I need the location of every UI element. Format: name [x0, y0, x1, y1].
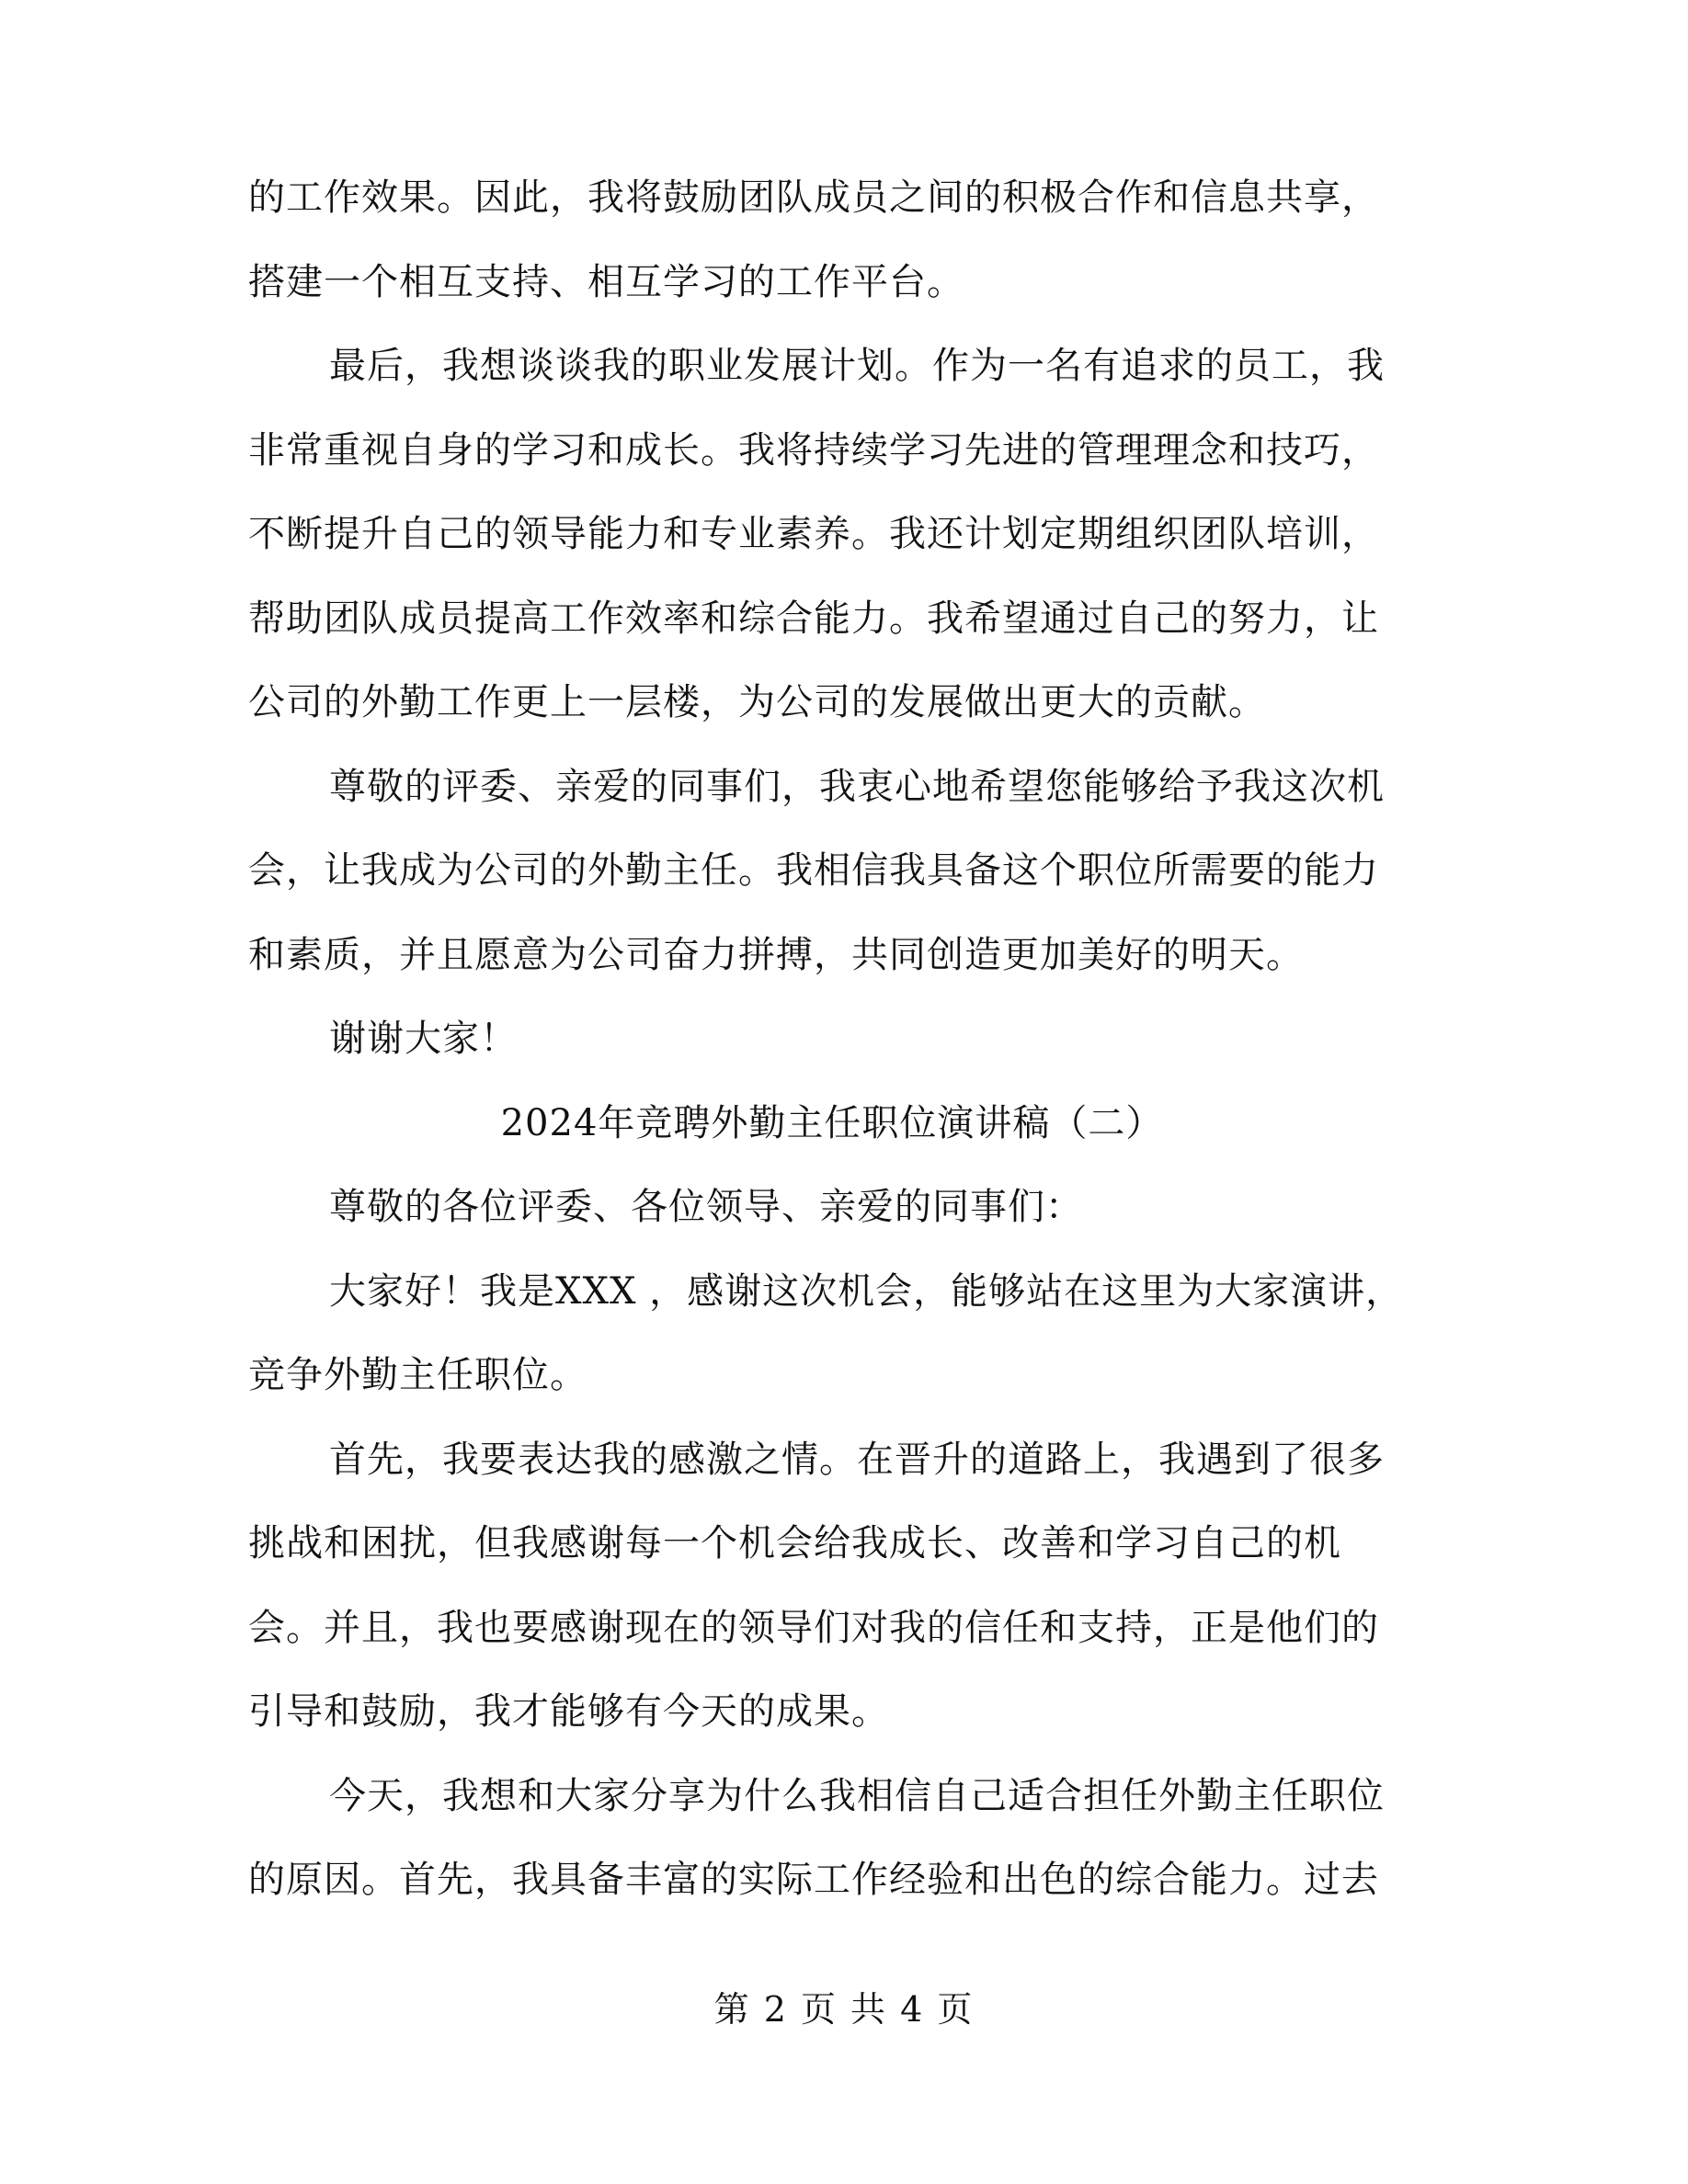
paragraph-start: 尊敬的评委、亲爱的同事们，我衷心地希望您能够给予我这次机: [329, 765, 1385, 808]
page-number-footer: 第 2 页 共 4 页: [713, 1989, 975, 2030]
paragraph-start: 最后，我想谈谈我的职业发展计划。作为一名有追求的员工，我: [329, 345, 1385, 387]
salutation: 尊敬的各位评委、各位领导、亲爱的同事们：: [329, 1186, 1083, 1228]
section-title: 2024年竞聘外勤主任职位演讲稿（二）: [500, 1101, 1164, 1144]
paragraph-start: 今天，我想和大家分享为什么我相信自己适合担任外勤主任职位: [329, 1774, 1385, 1817]
text-line: 挑战和困扰，但我感谢每一个机会给我成长、改善和学习自己的机: [248, 1522, 1341, 1564]
text-line: 的工作效果。因此，我将鼓励团队成员之间的积极合作和信息共享，: [248, 176, 1379, 219]
text-line: 会，让我成为公司的外勤主任。我相信我具备这个职位所需要的能力: [248, 849, 1379, 892]
text-line: 和素质，并且愿意为公司奋力拼搏，共同创造更加美好的明天。: [248, 933, 1304, 976]
text-line: 引导和鼓励，我才能够有今天的成果。: [248, 1690, 889, 1733]
document-body: [248, 156, 1416, 1923]
text-line: 搭建一个相互支持、相互学习的工作平台。: [248, 260, 964, 303]
text-line: 竞争外勤主任职位。: [248, 1354, 587, 1396]
paragraph-start: 大家好！我是XXX ，感谢这次机会，能够站在这里为大家演讲，: [329, 1269, 1404, 1313]
text-line: 公司的外勤工作更上一层楼，为公司的发展做出更大的贡献。: [248, 681, 1266, 723]
paragraph-start: 谢谢大家！: [329, 1018, 518, 1060]
text-line: 会。并且，我也要感谢现在的领导们对我的信任和支持，正是他们的: [248, 1606, 1379, 1649]
text-line: 不断提升自己的领导能力和专业素养。我还计划定期组织团队培训，: [248, 513, 1379, 555]
text-line: 非常重视自身的学习和成长。我将持续学习先进的管理理念和技巧，: [248, 428, 1379, 472]
text-line: 的原因。首先，我具备丰富的实际工作经验和出色的综合能力。过去: [248, 1859, 1379, 1901]
paragraph-start: 首先，我要表达我的感激之情。在晋升的道路上，我遇到了很多: [329, 1438, 1385, 1481]
text-line: 帮助团队成员提高工作效率和综合能力。我希望通过自己的努力，让: [248, 597, 1379, 640]
